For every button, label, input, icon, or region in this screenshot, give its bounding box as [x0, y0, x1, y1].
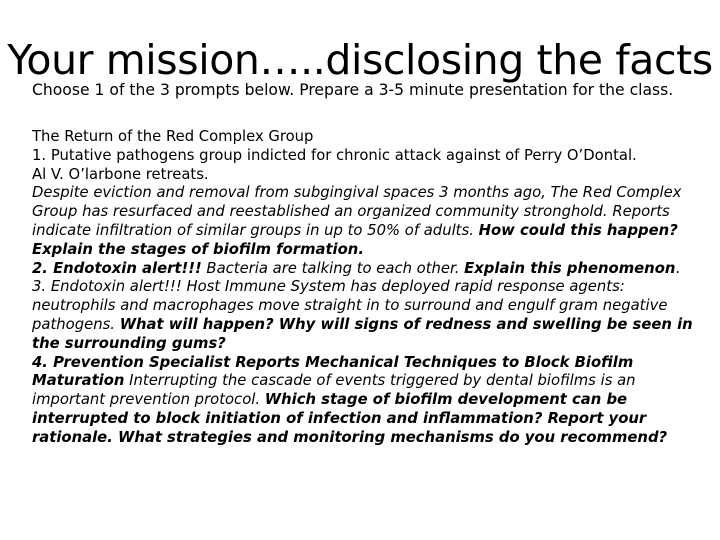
prompt-4-lead: 4. Prevention Specialist Reports Mechanical Techniques to Block Biofilm Maturation [32, 353, 634, 390]
prompt-2-lead: 2. Endotoxin alert!!! [32, 259, 202, 277]
prompt-1-question: How could this happen? Explain the stages of biofilm formation. [32, 221, 678, 258]
prompt-3-body: 3. Endotoxin alert!!! Host Immune System has deployed rapid response agents: neutrophils and macrophages move straight in to surround and engulf gram negative pathogens. [32, 278, 668, 333]
prompt-4-question: Which stage of biofilm development can be interrupted to block initiation of infection and inflammation? Report your rationale. What strategies and monitoring mechanisms do you recommend? [32, 391, 668, 446]
prompt-1 [32, 184, 707, 259]
prompt-1-line-1: 1. Putative pathogens group indicted for chronic attack against of Perry O’Dontal. [32, 146, 637, 164]
slide-subtitle: Choose 1 of the 3 prompts below. Prepare a 3-5 minute presentation for the class. [32, 81, 674, 99]
prompt-2-end: . [675, 259, 681, 277]
prompt-4-body: Interrupting the cascade of events triggered by dental biofilms is an important prevention protocol. [32, 372, 636, 409]
prompt-2 [32, 260, 707, 279]
prompt-3-question: What will happen? Why will signs of redness and swelling be seen in the surrounding gums? [32, 315, 693, 352]
prompt-2-question: Explain this phenomenon [464, 259, 676, 277]
prompt-list [32, 128, 707, 448]
prompt-1-line-2: Al V. O’larbone retreats. [32, 165, 209, 183]
slide-title: Your mission…..disclosing the facts [7, 36, 713, 84]
prompt-2-body: Bacteria are talking to each other. [201, 259, 465, 277]
section-heading: The Return of the Red Complex Group [32, 128, 314, 145]
prompt-1-body: Despite eviction and removal from subgingival spaces 3 months ago, The Red Complex Group has resurfaced and reestablished an organized community stronghold. Reports indicate infiltration of similar groups in up to 50% of adults. [32, 184, 682, 239]
prompt-4 [32, 354, 707, 448]
prompt-3 [32, 278, 707, 353]
